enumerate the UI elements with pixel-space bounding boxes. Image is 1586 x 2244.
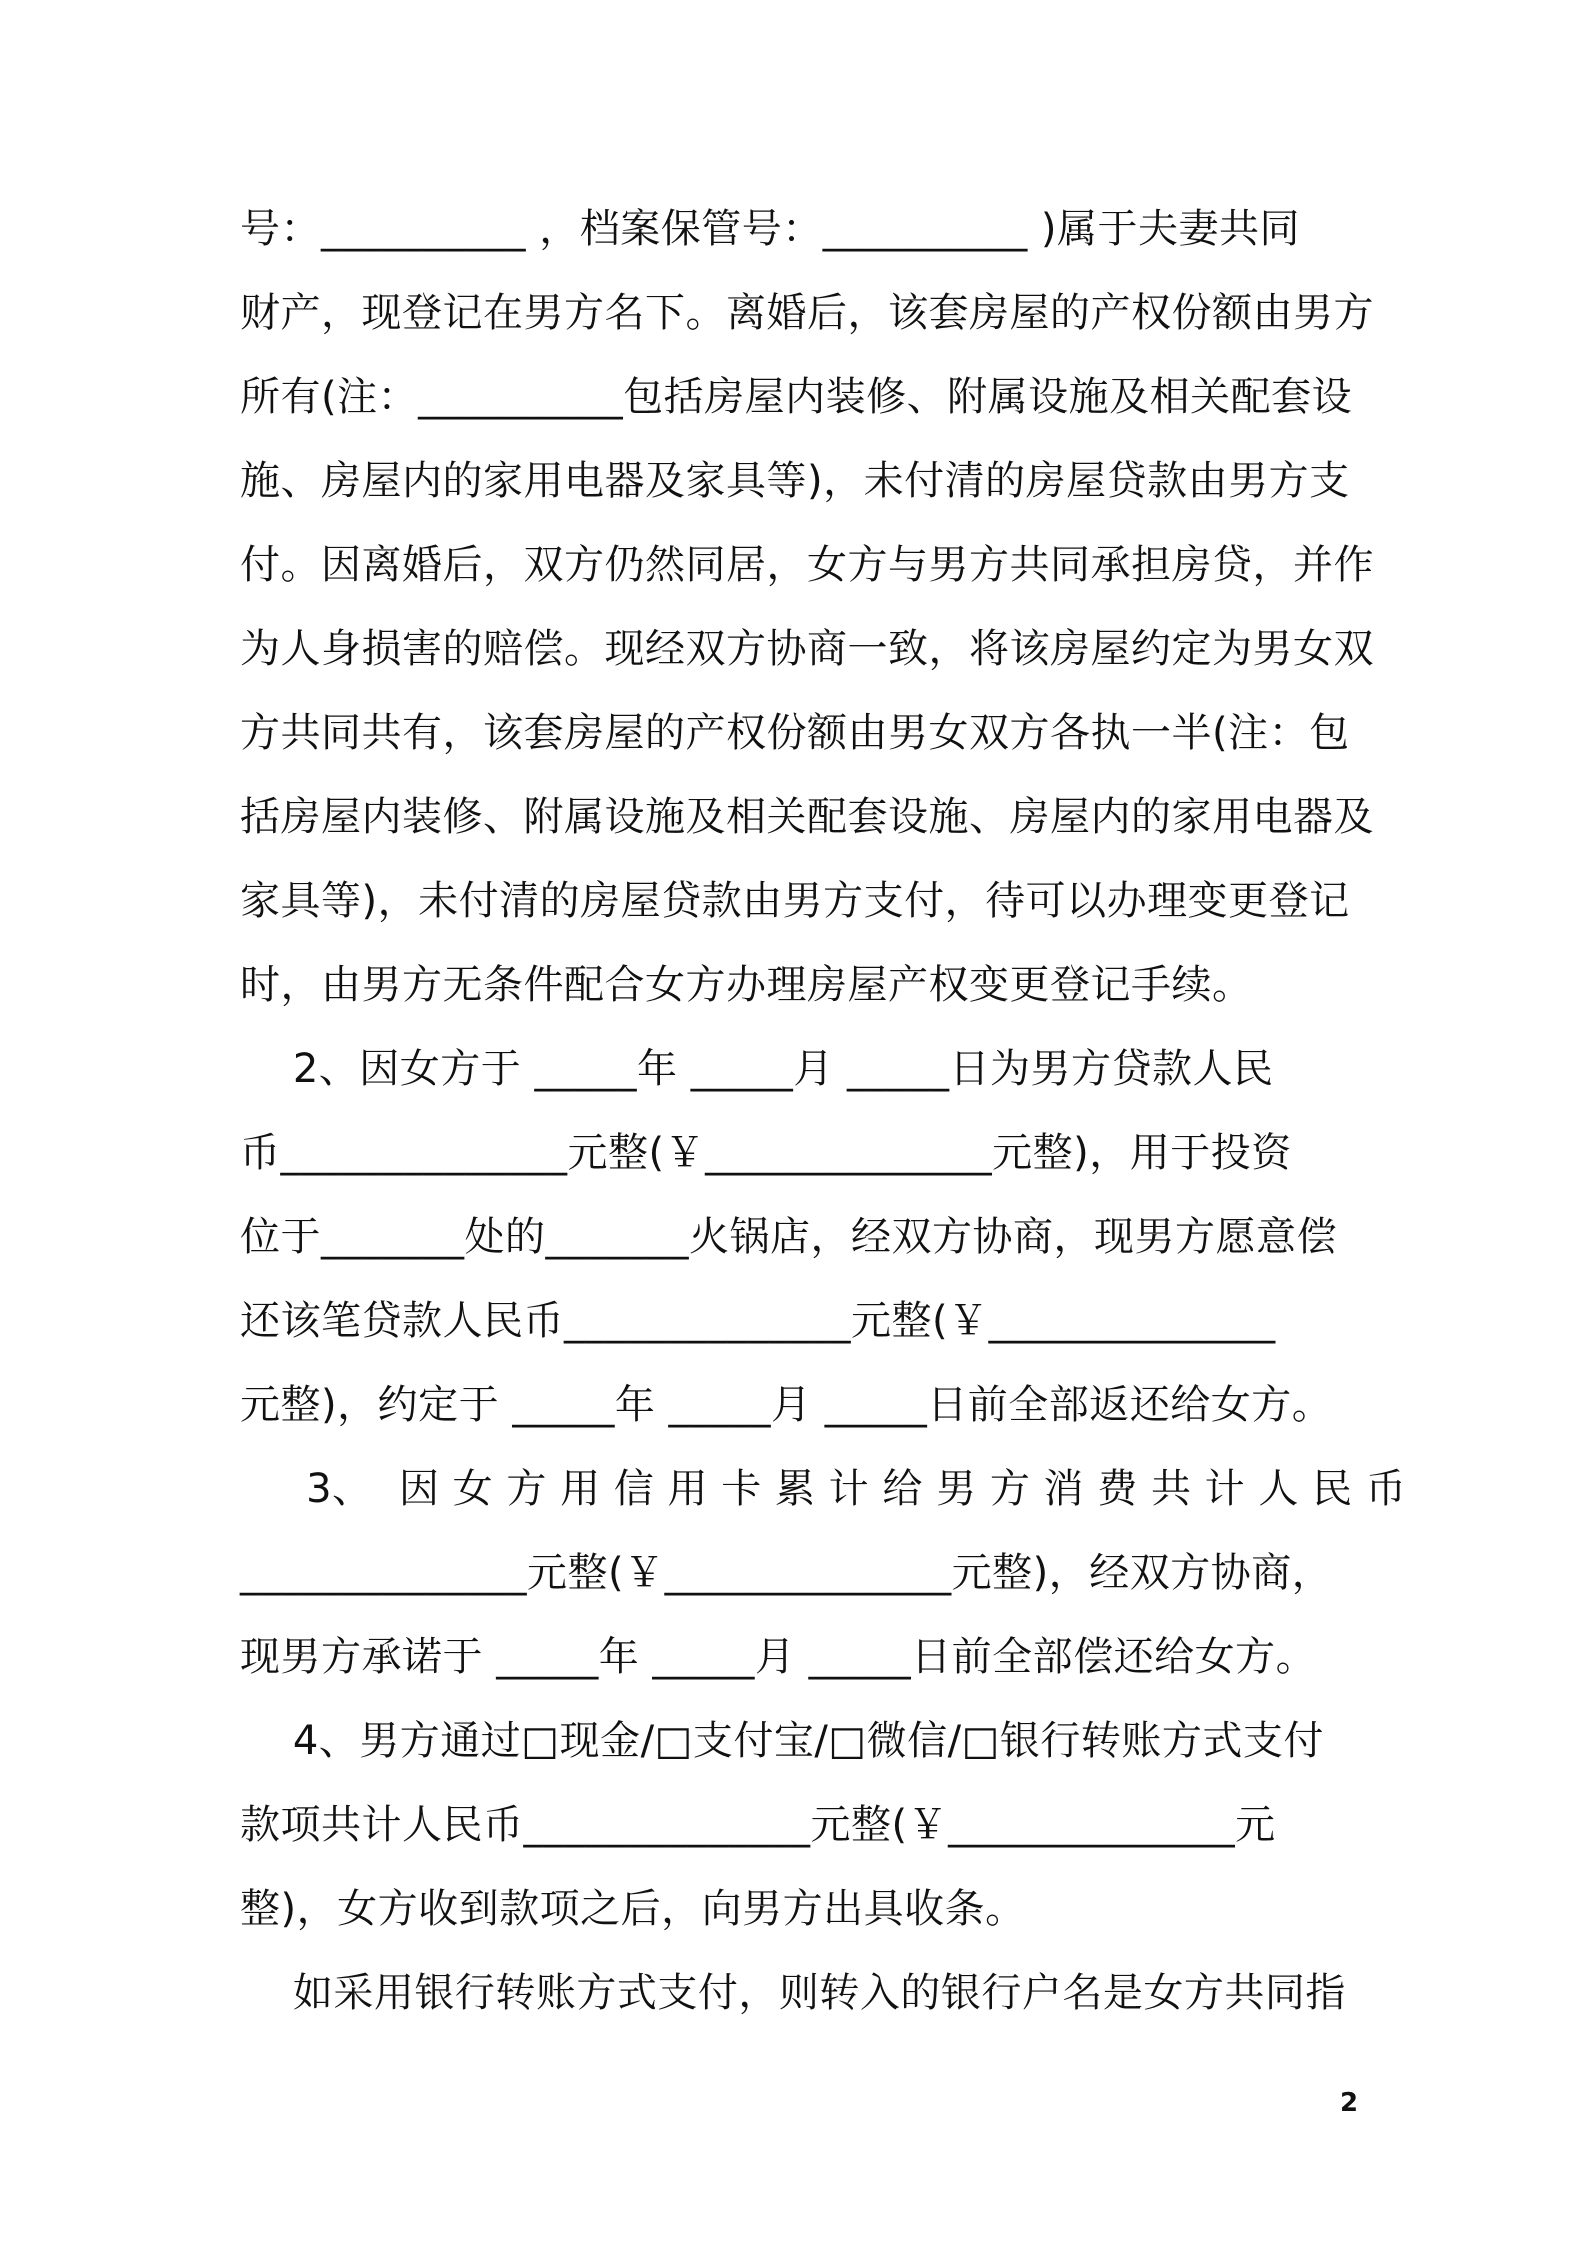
- text-line: 为人身损害的赔偿。现经双方协商一致，将该房屋约定为男女双: [240, 626, 1374, 672]
- text-line: 财产，现登记在男方名下。离婚后，该套房屋的产权份额由男方: [240, 290, 1374, 336]
- text-line: ______________元整(￥______________元整)，经双方协商，: [240, 1550, 1333, 1596]
- text-line: 括房屋内装修、附属设施及相关配套设施、房屋内的家用电器及: [240, 794, 1374, 840]
- text-line: 号：__________ ，档案保管号：__________ )属于夫妻共同: [240, 206, 1301, 252]
- text-line: 还该笔贷款人民币______________元整(￥______________: [240, 1298, 1276, 1344]
- text-line: 家具等)，未付清的房屋贷款由男方支付，待可以办理变更登记: [240, 878, 1350, 924]
- text-line: 2、因女方于 _____年 _____月 _____日为男方贷款人民: [240, 1046, 1274, 1092]
- text-line: 款项共计人民币______________元整(￥______________元: [240, 1802, 1276, 1848]
- text-line: 元整)，约定于 _____年 _____月 _____日前全部返还给女方。: [240, 1382, 1333, 1428]
- text-line: 4、男方通过□现金/□支付宝/□微信/□银行转账方式支付: [240, 1718, 1324, 1764]
- text-line: 整)，女方收到款项之后，向男方出具收条。: [240, 1886, 1026, 1932]
- text-line: 施、房屋内的家用电器及家具等)，未付清的房屋贷款由男方支: [240, 458, 1350, 504]
- text-line: 付。因离婚后，双方仍然同居，女方与男方共同承担房贷，并作: [240, 542, 1374, 588]
- text-line: 币______________元整(￥______________元整)，用于投资: [240, 1130, 1292, 1176]
- text-line: 时，由男方无条件配合女方办理房屋产权变更登记手续。: [240, 962, 1253, 1008]
- text-line: 如采用银行转账方式支付，则转入的银行户名是女方共同指: [240, 1970, 1346, 2016]
- text-line: 3、 因 女 方 用 信 用 卡 累 计 给 男 方 消 费 共 计 人 民 币: [240, 1466, 1407, 1512]
- text-line: 位于_______处的_______火锅店，经双方协商，现男方愿意偿: [240, 1214, 1337, 1260]
- text-line: 所有(注：__________包括房屋内装修、附属设施及相关配套设: [240, 374, 1353, 420]
- text-line: 现男方承诺于 _____年 _____月 _____日前全部偿还给女方。: [240, 1634, 1317, 1680]
- page-number: 2: [1340, 2088, 1359, 2118]
- text-line: 方共同共有，该套房屋的产权份额由男女双方各执一半(注：包: [240, 710, 1350, 756]
